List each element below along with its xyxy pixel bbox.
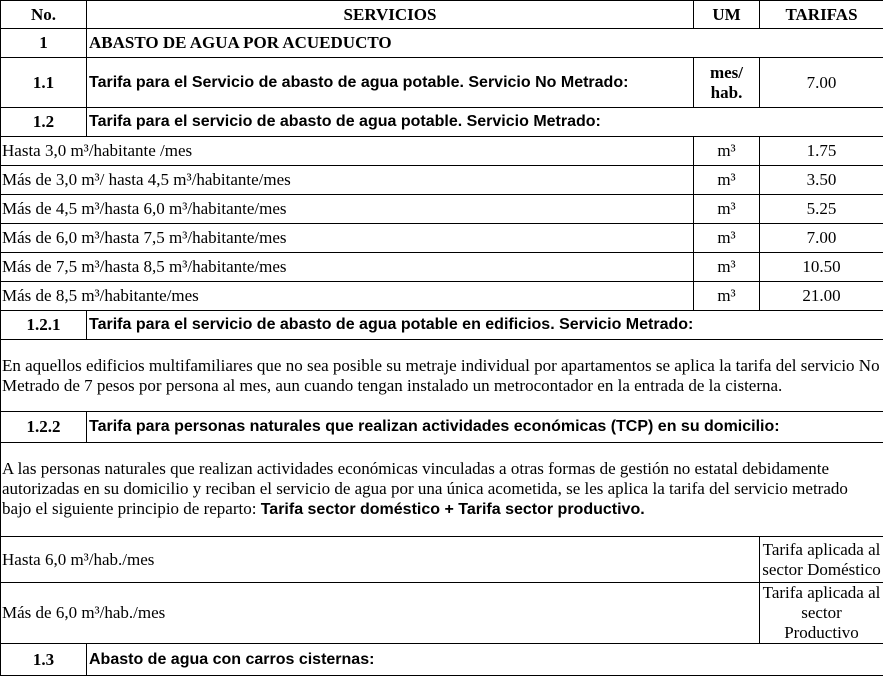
header-um: UM: [694, 1, 760, 29]
subsection-row: [1, 58, 883, 108]
table-row: [1, 537, 883, 583]
subsection-number: 1.3: [1, 644, 87, 676]
section-row: [1, 29, 883, 58]
section-title: ABASTO DE AGUA POR ACUEDUCTO: [87, 29, 883, 58]
tier-description: Más de 7,5 m³/hasta 8,5 m³/habitante/mes: [1, 253, 694, 282]
paragraph-text: A las personas naturales que realizan actividades económicas vinculadas a otras formas de gestión no estatal debidamente autorizadas en su domicilio y reciban el servicio de agua por una única acometida, se les aplica la tarifa del servicio metrado bajo el siguiente principio de reparto:: [2, 459, 848, 518]
subsection-row: [1, 108, 883, 137]
subsection-number: 1.2.2: [1, 412, 87, 443]
table-row: [1, 583, 883, 644]
table-row: [1, 224, 883, 253]
table-row: [1, 137, 883, 166]
unit-cell: m³: [694, 137, 760, 166]
subsection-title: Tarifa para personas naturales que realizan actividades económicas (TCP) en su domicilio:: [87, 412, 883, 443]
unit-cell: m³: [694, 224, 760, 253]
unit-cell: m³: [694, 195, 760, 224]
tier-description: Más de 8,5 m³/habitante/mes: [1, 282, 694, 311]
subsection-number: 1.2: [1, 108, 87, 137]
subsection-row: [1, 412, 883, 443]
tariff-cell: Tarifa aplicada al sector Doméstico: [760, 537, 883, 583]
subsection-title: Tarifa para el servicio de abasto de agua potable. Servicio Metrado:: [87, 108, 883, 137]
header-tarifas: TARIFAS: [760, 1, 883, 29]
tariff-cell: 21.00: [760, 282, 883, 311]
unit-cell: m³: [694, 282, 760, 311]
subsection-number: 1.2.1: [1, 311, 87, 340]
subsection-row: [1, 644, 883, 676]
table-row: [1, 253, 883, 282]
table-row: [1, 195, 883, 224]
header-row: [1, 1, 883, 29]
table-row: [1, 166, 883, 195]
subsection-title: Abasto de agua con carros cisternas:: [87, 644, 883, 676]
table-row: [1, 282, 883, 311]
tariff-cell: 10.50: [760, 253, 883, 282]
paragraph-bold-text: Tarifa sector doméstico + Tarifa sector productivo.: [260, 501, 645, 518]
tier-description: Más de 3,0 m³/ hasta 4,5 m³/habitante/mes: [1, 166, 694, 195]
paragraph-row: [1, 340, 883, 412]
paragraph-cell: [1, 443, 883, 537]
header-servicios: SERVICIOS: [87, 1, 694, 29]
tariff-cell: 3.50: [760, 166, 883, 195]
tariff-cell: 5.25: [760, 195, 883, 224]
subsection-title: Tarifa para el servicio de abasto de agua potable en edificios. Servicio Metrado:: [87, 311, 883, 340]
tariff-cell: 7.00: [760, 224, 883, 253]
header-no: No.: [1, 1, 87, 29]
subsection-number: 1.1: [1, 58, 87, 108]
tariff-cell: 7.00: [760, 58, 883, 108]
unit-cell: mes/ hab.: [694, 58, 760, 108]
tier-description: Hasta 6,0 m³/hab./mes: [1, 537, 760, 583]
paragraph-text: En aquellos edificios multifamiliares que no sea posible su metraje individual por apartamentos se aplica la tarifa del servicio No Metrado de 7 pesos por persona al mes, aun cuando tengan instalado un metrocontador en la entrada de la cisterna.: [1, 340, 883, 412]
tier-description: Más de 6,0 m³/hab./mes: [1, 583, 760, 644]
unit-cell: m³: [694, 166, 760, 195]
tariff-cell: Tarifa aplicada al sector Productivo: [760, 583, 883, 644]
tier-description: Más de 6,0 m³/hasta 7,5 m³/habitante/mes: [1, 224, 694, 253]
tier-description: Más de 4,5 m³/hasta 6,0 m³/habitante/mes: [1, 195, 694, 224]
tier-description: Hasta 3,0 m³/habitante /mes: [1, 137, 694, 166]
paragraph-row: [1, 443, 883, 537]
subsection-title: Tarifa para el Servicio de abasto de agua potable. Servicio No Metrado:: [87, 58, 694, 108]
unit-cell: m³: [694, 253, 760, 282]
section-number: 1: [1, 29, 87, 58]
tariff-cell: 1.75: [760, 137, 883, 166]
subsection-row: [1, 311, 883, 340]
